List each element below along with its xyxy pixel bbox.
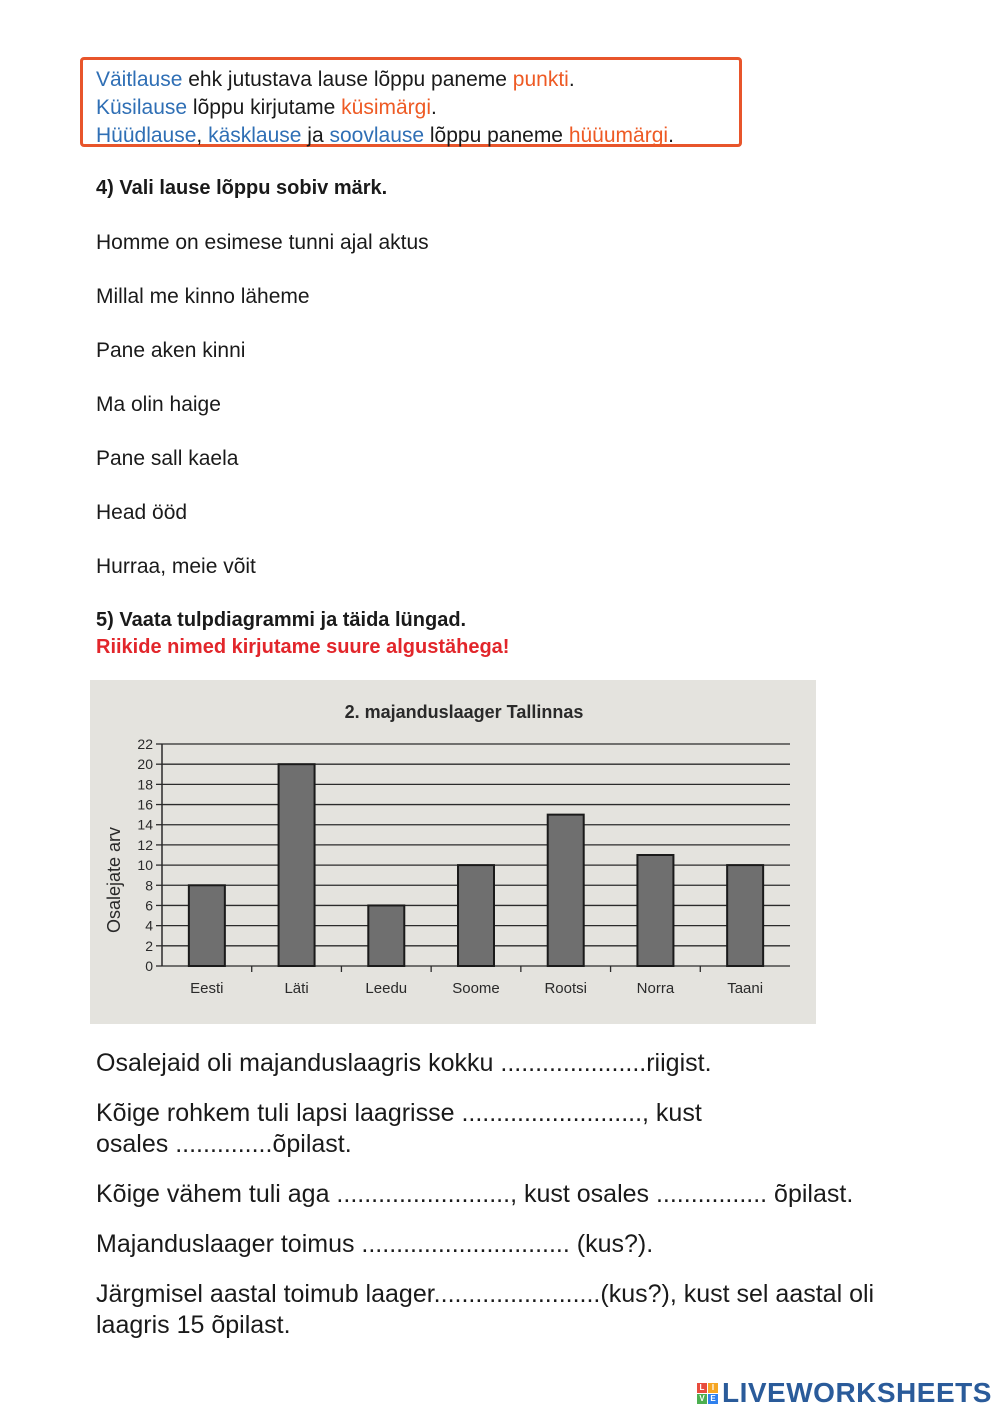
mark-question: küsimärgi (341, 96, 431, 119)
y-tick-label: 12 (137, 836, 153, 853)
logo-text: LIVEWORKSHEETS (722, 1377, 992, 1408)
sentence-4: Ma olin haige (96, 393, 221, 416)
question-3: Kõige vähem tuli aga ........................., kust osales ................ õpilast. (96, 1180, 854, 1208)
x-tick-label: Soome (452, 980, 500, 997)
y-tick-label: 14 (137, 816, 153, 833)
y-tick-label: 6 (145, 897, 153, 914)
sentence-2: Millal me kinno läheme (96, 285, 310, 308)
bar-rootsi (548, 815, 584, 966)
question-5-line-2: laagris 15 õpilast. (96, 1311, 291, 1339)
rule-text: ehk jutustava lause lõppu paneme (182, 68, 513, 91)
y-tick-label: 16 (137, 796, 153, 813)
bar-eesti (189, 885, 225, 966)
y-tick-label: 8 (145, 877, 153, 894)
term-command: käsklause (208, 124, 302, 147)
y-tick-label: 10 (137, 857, 153, 874)
term-exclamation: Hüüdlause (96, 124, 197, 147)
logo-letter: L (697, 1383, 707, 1393)
term-statement: Väitlause (96, 68, 183, 91)
sentence-3: Pane aken kinni (96, 339, 246, 362)
bar-taani (727, 865, 763, 966)
rule-line-exclamation (96, 122, 739, 150)
y-tick-label: 0 (145, 958, 153, 974)
rule-end: . (431, 96, 437, 119)
sentence-6: Head ööd (96, 501, 188, 524)
bar-leedu (368, 905, 404, 966)
task5-title: 5) Vaata tulpdiagrammi ja täida lüngad. (96, 609, 467, 631)
x-tick-label: Norra (636, 980, 675, 997)
logo-letter: V (697, 1394, 707, 1404)
term-wish: soovlause (329, 124, 425, 147)
rule-line-question (96, 94, 739, 122)
rule-sep: ja (301, 124, 330, 147)
x-tick-label: Rootsi (544, 980, 587, 997)
bar-soome (458, 865, 494, 966)
x-tick-label: Taani (727, 980, 764, 997)
bar-norra (637, 855, 673, 966)
x-tick-label: Leedu (365, 980, 408, 997)
liveworksheets-logo (697, 1378, 992, 1408)
mark-exclamation: hüüumärgi (568, 124, 669, 147)
sentence-7: Hurraa, meie võit (96, 555, 256, 578)
rule-line-statement (96, 66, 739, 94)
question-2-line-1: Kõige rohkem tuli lapsi laagrisse .........................., kust (96, 1099, 702, 1127)
logo-letter: I (708, 1383, 718, 1393)
rule-sep: , (196, 124, 209, 147)
question-5-line-1: Järgmisel aastal toimub laager........................(kus?), kust sel aastal oli (96, 1280, 875, 1308)
task4-title: 4) Vali lause lõppu sobiv märk. (96, 177, 388, 199)
task5-note: Riikide nimed kirjutame suure algustähega! (96, 636, 510, 658)
x-tick-label: Läti (284, 980, 309, 997)
rule-text: lõppu kirjutame (187, 96, 342, 119)
y-tick-label: 20 (137, 756, 153, 773)
rule-text: lõppu paneme (424, 124, 569, 147)
bar-chart-photo (90, 680, 816, 1024)
question-4: Majanduslaager toimus .............................. (kus?). (96, 1230, 654, 1258)
rule-box (80, 57, 742, 147)
rule-end: . (568, 68, 575, 91)
y-tick-label: 2 (145, 937, 153, 954)
question-2-line-2: osales ..............õpilast. (96, 1130, 352, 1158)
bar-chart (90, 680, 816, 1024)
rule-end: . (668, 124, 674, 147)
sentence-1: Homme on esimese tunni ajal aktus (96, 231, 429, 254)
sentence-5: Pane sall kaela (96, 447, 239, 470)
term-question: Küsilause (96, 96, 188, 119)
question-1: Osalejaid oli majanduslaagris kokku .....................riigist. (96, 1049, 712, 1077)
chart-y-axis-label: Osalejate arv (104, 826, 124, 934)
logo-badge-icon (697, 1383, 718, 1404)
y-tick-label: 18 (137, 776, 153, 793)
logo-letter: E (708, 1394, 718, 1404)
chart-title: 2. majanduslaager Tallinnas (344, 702, 584, 722)
x-tick-label: Eesti (190, 980, 224, 997)
y-tick-label: 4 (145, 917, 153, 934)
mark-period: punkti (512, 68, 569, 91)
y-tick-label: 22 (137, 736, 153, 752)
bar-läti (279, 764, 315, 966)
